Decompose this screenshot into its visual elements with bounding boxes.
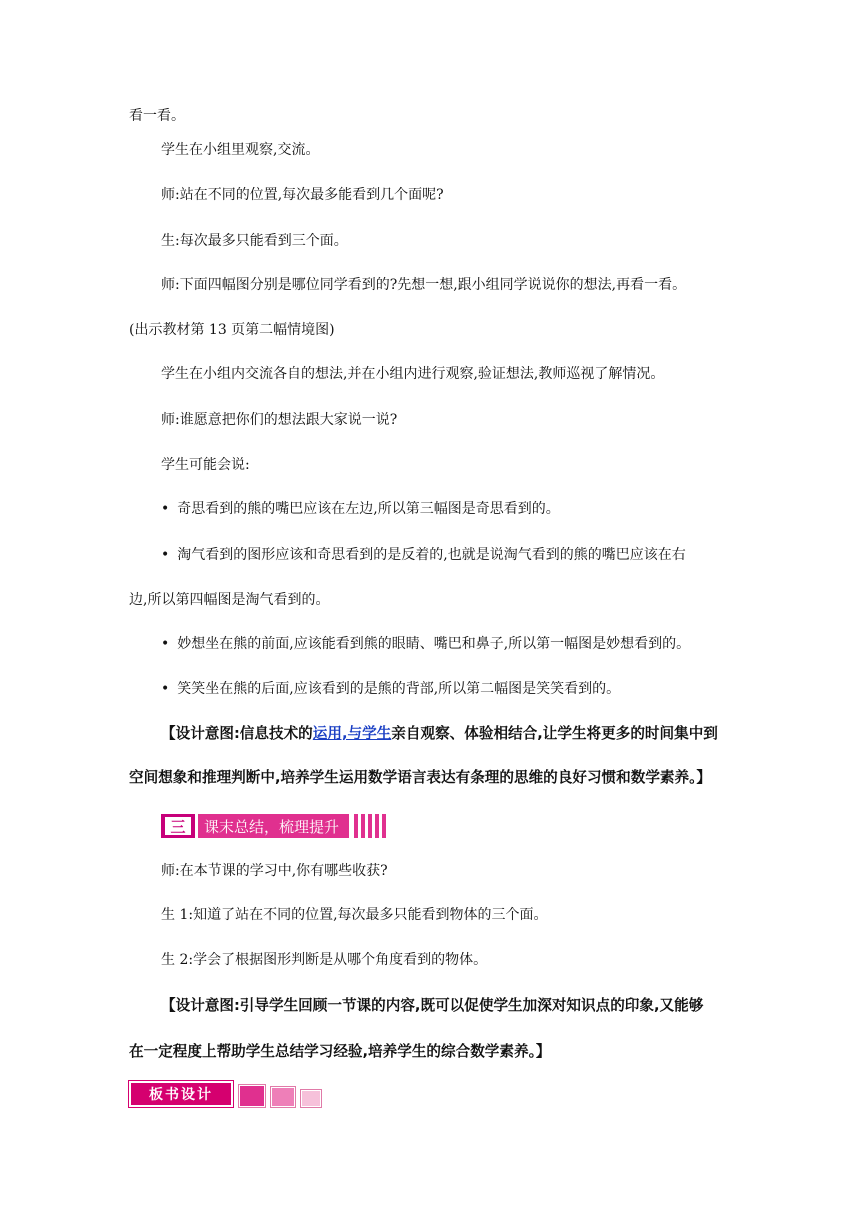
bullet-icon: • <box>161 681 170 697</box>
paragraph-text: 生 1:知道了站在不同的位置,每次最多只能看到物体的三个面。 <box>161 907 548 923</box>
list-item-continuation: 边,所以第四幅图是淘气看到的。 <box>129 592 330 608</box>
list-item-text: 妙想坐在熊的前面,应该能看到熊的眼睛、嘴巴和鼻子,所以第一幅图是妙想看到的。 <box>177 636 691 652</box>
list-item <box>161 499 560 519</box>
list-item-text: 笑笑坐在熊的后面,应该看到的是熊的背部,所以第二幅图是笑笑看到的。 <box>177 681 621 697</box>
design-intent-line: 在一定程度上帮助学生总结学习经验,培养学生的综合数学素养。】 <box>129 1043 551 1060</box>
paragraph-text: 学生在小组内交流各自的想法,并在小组内进行观察,验证想法,教师巡视了解情况。 <box>161 366 665 382</box>
list-item-text: 奇思看到的熊的嘴巴应该在左边,所以第三幅图是奇思看到的。 <box>177 501 560 517</box>
design-intent-line: 空间想象和推理判断中,培养学生运用数学语言表达有条理的思维的良好习惯和数学素养。】 <box>129 769 711 786</box>
board-design-header <box>129 1083 321 1107</box>
list-item <box>161 679 620 699</box>
paragraph-text: 看一看。 <box>129 108 185 124</box>
list-item <box>161 545 686 565</box>
design-intent-text: 亲自观察、体验相结合,让学生将更多的时间集中到 <box>391 725 718 742</box>
board-design-label: 板书设计 <box>129 1081 233 1107</box>
paragraph-text: 学生在小组里观察,交流。 <box>161 142 320 158</box>
design-intent-text: 【设计意图:信息技术的 <box>161 725 313 742</box>
design-intent-line <box>161 724 718 744</box>
list-item-text: 淘气看到的图形应该和奇思看到的是反着的,也就是说淘气看到的熊的嘴巴应该在右 <box>177 547 686 563</box>
section-number: 三 <box>165 817 191 835</box>
decor-square <box>271 1087 295 1107</box>
paragraph-text: 师:谁愿意把你们的想法跟大家说一说? <box>161 412 398 428</box>
bullet-icon: • <box>161 547 170 563</box>
decor-square <box>239 1085 265 1107</box>
bullet-icon: • <box>161 636 170 652</box>
paragraph-text: 学生可能会说: <box>161 457 250 473</box>
bullet-icon: • <box>161 501 170 517</box>
section-number-badge <box>161 814 195 838</box>
paragraph-text: 师:站在不同的位置,每次最多能看到几个面呢? <box>161 187 444 203</box>
section-header <box>161 814 386 838</box>
decor-square <box>301 1090 321 1107</box>
paragraph-text: (出示教材第 13 页第二幅情境图) <box>129 322 335 338</box>
paragraph-text: 生 2:学会了根据图形判断是从哪个角度看到的物体。 <box>161 952 488 968</box>
section-title: 课末总结，梳理提升 <box>198 814 349 838</box>
design-intent-line: 【设计意图:引导学生回顾一节课的内容,既可以促使学生加深对知识点的印象,又能够 <box>161 997 704 1014</box>
inline-link[interactable]: 运用,与学生 <box>312 725 392 742</box>
paragraph-text: 师:在本节课的学习中,你有哪些收获? <box>161 863 388 879</box>
list-item <box>161 634 690 654</box>
banner-stripes-decoration <box>351 814 386 838</box>
paragraph-text: 生:每次最多只能看到三个面。 <box>161 233 348 249</box>
paragraph-text: 师:下面四幅图分别是哪位同学看到的?先想一想,跟小组同学说说你的想法,再看一看。 <box>161 277 687 293</box>
